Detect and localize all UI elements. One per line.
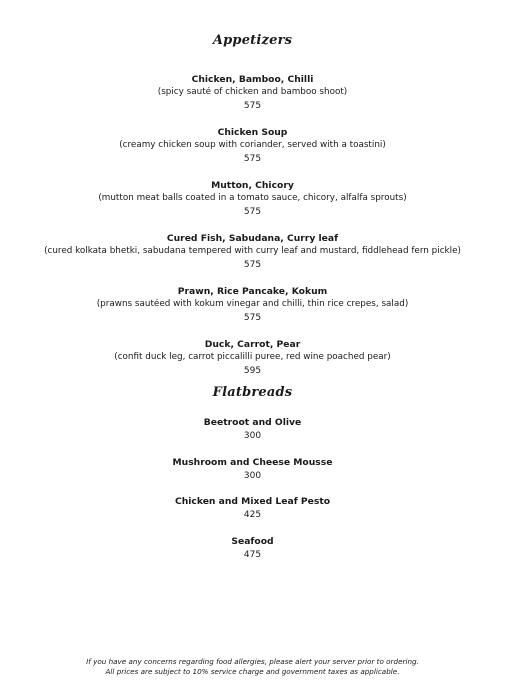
item-name: Chicken, Bamboo, Chilli <box>191 74 314 85</box>
item-description: (cured kolkata bhetki, sabudana tempered with curry leaf and mustard, fiddlehead fern pickle) <box>44 246 461 256</box>
item-description: (confit duck leg, carrot piccalilli puree, red wine poached pear) <box>114 352 391 362</box>
item-price: 300 <box>243 431 262 441</box>
menu-item <box>0 179 505 219</box>
item-price: 575 <box>243 101 262 111</box>
section-title-appetizers: Appetizers <box>212 33 293 48</box>
service-charge-notice: All prices are subject to 10% service charge and government taxes as applicable. <box>105 667 400 676</box>
menu-item <box>0 285 505 325</box>
item-price: 300 <box>243 471 262 481</box>
item-price: 575 <box>243 260 262 270</box>
item-name: Prawn, Rice Pancake, Kokum <box>177 286 328 297</box>
item-name: Chicken Soup <box>217 127 288 138</box>
section-title-flatbreads: Flatbreads <box>212 385 293 400</box>
item-price: 575 <box>243 154 262 164</box>
item-description: (mutton meat balls coated in a tomato sauce, chicory, alfalfa sprouts) <box>98 193 407 203</box>
item-name: Cured Fish, Sabudana, Curry leaf <box>166 233 339 244</box>
item-price: 575 <box>243 207 262 217</box>
footer-note <box>0 657 505 677</box>
item-price: 475 <box>243 550 262 560</box>
item-name: Mutton, Chicory <box>211 180 294 191</box>
menu-item <box>0 73 505 113</box>
menu-item <box>0 416 505 443</box>
item-price: 595 <box>243 366 262 376</box>
item-price: 425 <box>243 510 262 520</box>
item-name: Beetroot and Olive <box>203 417 302 428</box>
item-description: (prawns sautéed with kokum vinegar and chilli, thin rice crepes, salad) <box>96 299 409 309</box>
menu-item <box>0 126 505 166</box>
item-price: 575 <box>243 313 262 323</box>
menu-item <box>0 495 505 522</box>
menu-item <box>0 232 505 272</box>
menu-item <box>0 456 505 483</box>
item-name: Duck, Carrot, Pear <box>204 339 301 350</box>
item-name: Seafood <box>231 536 274 547</box>
item-name: Chicken and Mixed Leaf Pesto <box>174 496 331 507</box>
item-name: Mushroom and Cheese Mousse <box>172 457 333 468</box>
item-description: (creamy chicken soup with coriander, served with a toastini) <box>119 140 386 150</box>
item-description: (spicy sauté of chicken and bamboo shoot) <box>157 87 348 97</box>
allergy-notice: If you have any concerns regarding food allergies, please alert your server prior to ordering. <box>86 657 419 666</box>
menu-item <box>0 535 505 562</box>
menu-item <box>0 338 505 378</box>
